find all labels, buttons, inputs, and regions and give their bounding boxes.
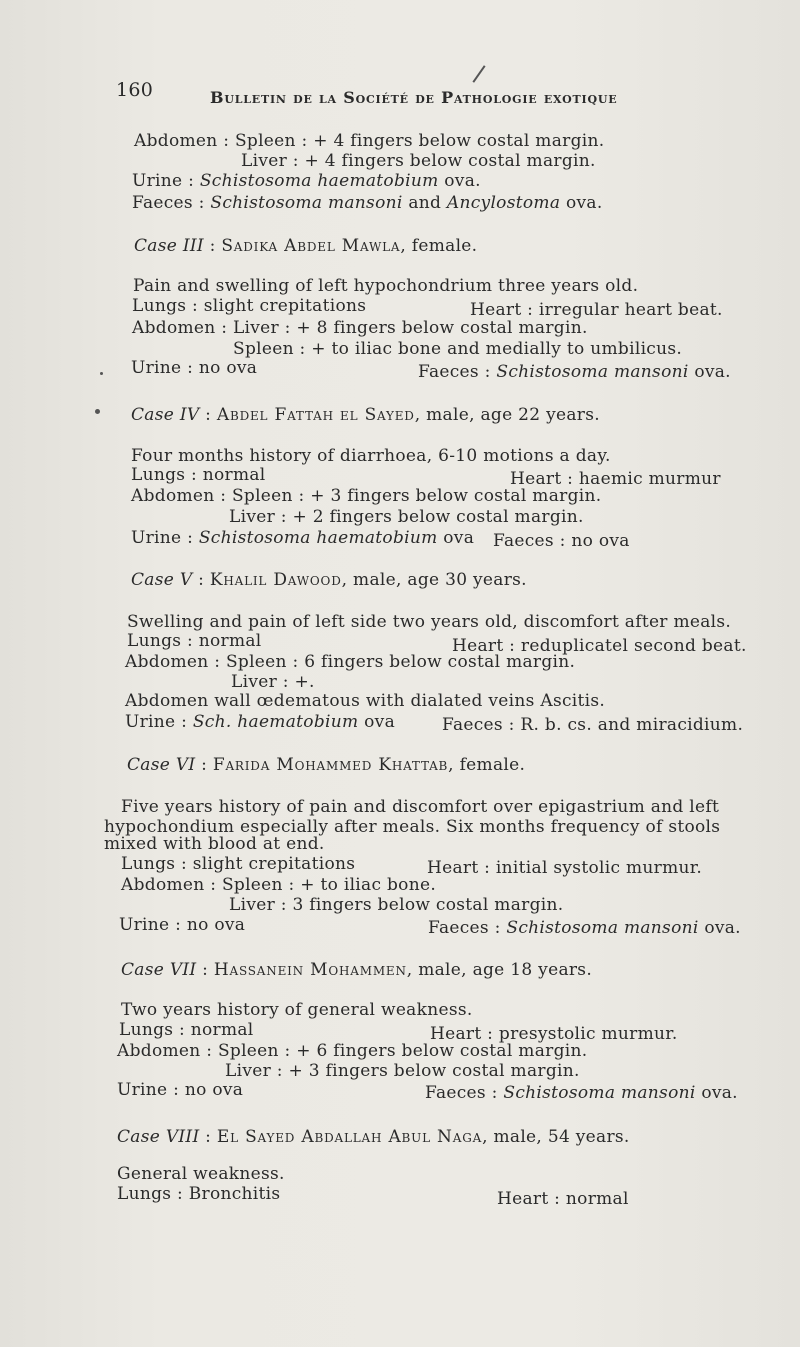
case-4-history: Four months history of diarrhoea, 6-10 motions a day.: [131, 446, 611, 466]
case-4-heading: Case IV : Abdel Fattah el Sayed, male, age 22 years.: [131, 405, 600, 425]
running-header: Bulletin de la Société de Pathologie exotique: [210, 88, 618, 107]
case-6-abdomen-spleen: Abdomen : Spleen : + to iliac bone.: [121, 875, 437, 895]
case-3-faeces: Faeces : Schistosoma mansoni ova.: [418, 362, 731, 382]
case-5-heading: Case V : Khalil Dawood, male, age 30 years.: [131, 570, 527, 590]
case-4-faeces: Faeces : no ova: [493, 531, 630, 551]
case-7-heading: Case VII : Hassanein Mohammen, male, age 18 years.: [121, 960, 593, 980]
prev-abdomen-spleen: Abdomen : Spleen : + 4 fingers below costal margin.: [134, 131, 605, 151]
case-3-abdomen-liver: Abdomen : Liver : + 8 fingers below costal margin.: [132, 318, 588, 338]
case-8-lungs: Lungs : Bronchitis: [117, 1184, 281, 1204]
case-8-heart: Heart : normal: [497, 1189, 629, 1209]
case-4-lungs: Lungs : normal: [131, 465, 266, 485]
case-5-history: Swelling and pain of left side two years old, discomfort after meals.: [127, 612, 732, 632]
case-5-lungs: Lungs : normal: [127, 631, 262, 651]
case-5-heart: Heart : reduplicatel second beat.: [452, 636, 747, 656]
case-3-urine: Urine : no ova: [131, 358, 258, 378]
case-5-liver: Liver : +.: [231, 672, 315, 692]
case-5-faeces: Faeces : R. b. cs. and miracidium.: [442, 715, 744, 735]
speck: [95, 409, 100, 414]
case-7-faeces: Faeces : Schistosoma mansoni ova.: [425, 1083, 738, 1103]
case-4-abdomen-spleen: Abdomen : Spleen : + 3 fingers below costal margin.: [131, 486, 602, 506]
case-7-abdomen-spleen: Abdomen : Spleen : + 6 fingers below costal margin.: [117, 1041, 588, 1061]
speck: [100, 372, 103, 375]
case-6-history-1: Five years history of pain and discomfort over epigastrium and left: [121, 797, 720, 817]
case-3-heart: Heart : irregular heart beat.: [470, 300, 723, 320]
case-3-spleen: Spleen : + to iliac bone and medially to umbilicus.: [233, 339, 683, 359]
case-7-heart: Heart : presystolic murmur.: [430, 1024, 678, 1044]
case-6-liver: Liver : 3 fingers below costal margin.: [229, 895, 564, 915]
case-7-urine: Urine : no ova: [117, 1080, 244, 1100]
case-7-liver: Liver : + 3 fingers below costal margin.: [225, 1061, 580, 1081]
case-3-lungs: Lungs : slight crepitations: [132, 296, 367, 316]
case-5-abdomen-spleen: Abdomen : Spleen : 6 fingers below costal margin.: [125, 652, 576, 672]
case-6-faeces: Faeces : Schistosoma mansoni ova.: [428, 918, 741, 938]
case-5-abdomen-wall: Abdomen wall œdematous with dialated veins Ascitis.: [125, 691, 606, 711]
prev-liver: Liver : + 4 fingers below costal margin.: [241, 151, 596, 171]
case-8-history: General weakness.: [117, 1164, 285, 1184]
case-5-urine: Urine : Sch. haematobium ova: [125, 712, 395, 732]
case-6-lungs: Lungs : slight crepitations: [121, 854, 356, 874]
case-4-urine: Urine : Schistosoma haematobium ova: [131, 528, 475, 548]
ink-mark: [472, 65, 485, 83]
prev-faeces: Faeces : Schistosoma mansoni and Ancylostoma ova.: [132, 193, 603, 213]
case-6-heart: Heart : initial systolic murmur.: [427, 858, 703, 878]
case-3-heading: Case III : Sadika Abdel Mawla, female.: [134, 236, 478, 256]
case-6-history-2: hypochondium especially after meals. Six months frequency of stools: [104, 817, 721, 837]
page-number: 160: [116, 79, 154, 101]
case-4-heart: Heart : haemic murmur: [510, 469, 721, 489]
case-7-history: Two years history of general weakness.: [121, 1000, 473, 1020]
case-6-history-3: mixed with blood at end.: [104, 834, 325, 854]
case-3-history: Pain and swelling of left hypochondrium three years old.: [133, 276, 639, 296]
case-8-heading: Case VIII : El Sayed Abdallah Abul Naga, male, 54 years.: [117, 1127, 630, 1147]
case-6-heading: Case VI : Farida Mohammed Khattab, female.: [127, 755, 526, 775]
prev-urine: Urine : Schistosoma haematobium ova.: [132, 171, 481, 191]
case-7-lungs: Lungs : normal: [119, 1020, 254, 1040]
case-4-liver: Liver : + 2 fingers below costal margin.: [229, 507, 584, 527]
case-6-urine: Urine : no ova: [119, 915, 246, 935]
